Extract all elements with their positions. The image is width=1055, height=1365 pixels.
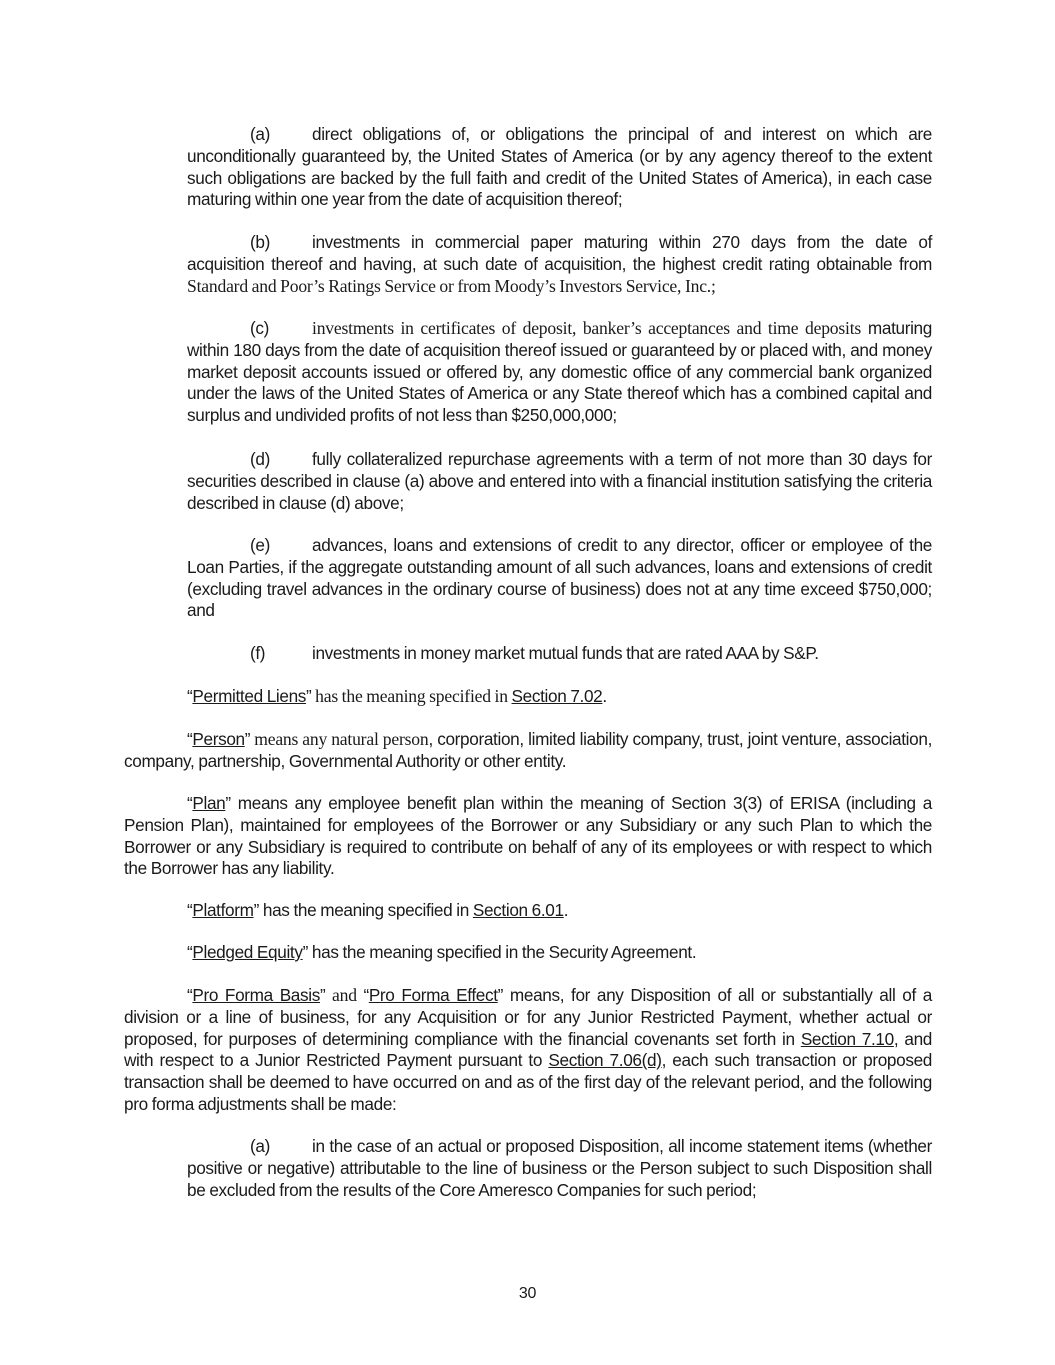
clause-c: [187, 318, 932, 427]
close-quote: ”: [302, 942, 308, 962]
definition-plan: [124, 793, 932, 880]
clause-text: advances, loans and extensions of credit to any director, officer or employee of the Loan Parties, if the aggregate outstanding amount of all such advances, loans and extensions of credit (excluding travel advances in the ordinary course of business) does not at any time exceed $750,000; and: [187, 535, 932, 621]
clause-text: in the case of an actual or proposed Disposition, all income statement items (whether positive or negative) attributable to the line of business or the Person subject to such Disposition shall be excluded from the results of the Core Ameresco Companies for such period;: [187, 1136, 932, 1200]
defined-term: Plan: [192, 793, 226, 813]
definition-body: has the meaning specified in the Security Agreement.: [307, 942, 697, 962]
definition-permitted-liens: [124, 686, 932, 708]
clause-text: investments in money market mutual funds that are rated AAA by S&P.: [312, 643, 819, 663]
clause-text-serif: Standard and Poor’s Ratings Service or from Moody’s Investors Service, Inc.;: [187, 275, 716, 296]
definition-body: has the meaning specified in: [258, 900, 473, 920]
section-reference: Section 6.01: [472, 900, 564, 920]
pro-forma-clause-a: [187, 1136, 932, 1201]
open-quote: “: [187, 900, 193, 920]
defined-term-pro-forma-basis: Pro Forma Basis: [192, 985, 320, 1005]
clause-text: direct obligations of, or obligations the principal of and interest on which are unconditionally guaranteed by, the United States of America (or by any agency thereof to the extent such obligations are backed by the full faith and credit of the United States of America), in each case maturing within one year from the date of acquisition thereof;: [187, 124, 932, 210]
section-reference: Section 7.06(d): [548, 1050, 662, 1071]
close-quote: ”: [225, 793, 231, 813]
definition-person: [124, 729, 932, 773]
definition-body: , corporation, limited liability company, trust, joint venture, association, company, partnership, Governmental Authority or other entity.: [124, 729, 932, 771]
definition-body: , and with respect to a Junior Restricted Payment pursuant to: [124, 1028, 932, 1071]
close-quote: ”: [253, 900, 259, 920]
definition-pledged-equity: [124, 942, 932, 964]
conjunction: and: [325, 985, 364, 1005]
period: .: [602, 686, 607, 706]
definition-pro-forma: [124, 985, 932, 1116]
clause-label: (c): [250, 318, 269, 338]
open-quote: “: [187, 729, 193, 749]
definition-platform: [124, 900, 932, 922]
clause-label: (a): [250, 1136, 270, 1156]
section-reference: Section 7.02: [511, 686, 603, 706]
clause-text: investments in commercial paper maturing within 270 days from the date of acquisition thereof and having, at such date of acquisition, the highest credit rating obtainable from: [187, 232, 932, 274]
defined-term: Pledged Equity: [192, 942, 303, 962]
close-quote: ”: [319, 985, 326, 1005]
clause-label: (b): [250, 232, 270, 252]
close-quote: ”: [497, 985, 504, 1005]
section-reference: Section 7.10: [800, 1028, 894, 1049]
period: .: [563, 900, 569, 920]
clause-text-serif: investments in certificates of deposit, banker’s acceptances and time deposits: [312, 318, 862, 338]
page-number: 30: [518, 1285, 537, 1302]
open-quote: “: [363, 985, 369, 1005]
clause-d: [187, 449, 932, 514]
clause-b: [187, 232, 932, 297]
definition-body: has the meaning specified in: [311, 686, 512, 706]
clause-text: maturing within 180 days from the date of acquisition thereof issued or guaranteed by or placed with, and money market deposit accounts issued or offered by, any domestic office of any commercial bank organized under the laws of the United States of America or any State thereof which has a combined capital and surplus and undivided profits of not less than $250,000,000;: [187, 318, 932, 426]
defined-term: Platform: [192, 900, 254, 920]
open-quote: “: [187, 985, 193, 1005]
close-quote: ”: [306, 686, 312, 706]
definition-body: means any employee benefit plan within the meaning of Section 3(3) of ERISA (including a Pension Plan), maintained for employees of the Borrower or any Subsidiary or any such Plan to which the Borrower or any Subsidiary is required to contribute on behalf of any of its employees or with respect to which the Borrower has any liability.: [124, 793, 932, 879]
defined-term-pro-forma-effect: Pro Forma Effect: [368, 985, 498, 1005]
open-quote: “: [187, 942, 193, 962]
clause-label: (f): [250, 643, 266, 663]
definition-body-serif: means any natural person: [250, 729, 429, 749]
close-quote: ”: [244, 729, 251, 749]
open-quote: “: [187, 793, 193, 813]
clause-text: fully collateralized repurchase agreements with a term of not more than 30 days for securities described in clause (a) above and entered into with a financial institution satisfying the criteria described in clause (d) above;: [187, 449, 932, 513]
open-quote: “: [187, 686, 193, 706]
clause-e: [187, 535, 932, 622]
clause-f: [187, 643, 932, 665]
definition-body: means, for any Disposition of all or substantially all of a division or a line of business, for any Acquisition or for any Junior Restricted Payment, whether actual or proposed, for purposes of determining compliance with the financial covenants set forth in: [124, 985, 933, 1049]
clause-label: (e): [250, 535, 270, 555]
defined-term: Person: [192, 729, 245, 749]
clause-a: [187, 124, 932, 211]
defined-term: Permitted Liens: [192, 686, 307, 706]
definition-body: , each such transaction or proposed transaction shall be deemed to have occurred on and as of the first day of the relevant period, and the following pro forma adjustments shall be made:: [124, 1050, 932, 1114]
clause-label: (d): [250, 449, 270, 469]
clause-label: (a): [250, 124, 270, 144]
